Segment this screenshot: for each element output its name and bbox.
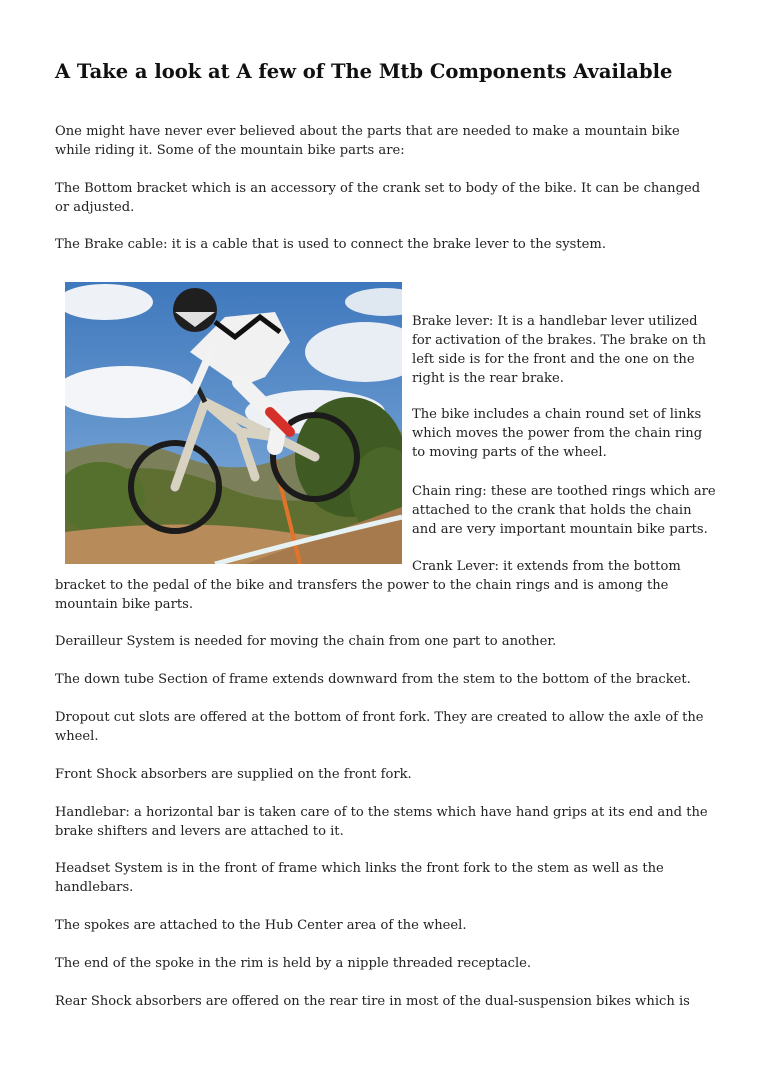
- side-paragraph-chain-ring: Chain ring: these are toothed rings which are attached to the crank that holds the chain and are very important mountain bike parts.: [412, 484, 716, 537]
- body-paragraph: Headset System is in the front of frame which links the front fork to the stem as well as the handlebars.: [55, 861, 664, 895]
- intro-paragraph-1: One might have never ever believed about the parts that are needed to make a mountain bike while riding it. Some of the mountain bike parts are:: [55, 124, 680, 158]
- intro-paragraph-3: The Brake cable: it is a cable that is used to connect the brake lever to the system.: [55, 237, 606, 252]
- body-paragraph: Dropout cut slots are offered at the bottom of front fork. They are created to allow the axle of the wheel.: [55, 710, 704, 744]
- body-paragraph: Rear Shock absorbers are offered on the rear tire in most of the dual-suspension bikes which is: [55, 994, 690, 1009]
- side-paragraph-brake-lever: Brake lever: It is a handlebar lever utilized for activation of the brakes. The brake on th left side is for the front and the one on the right is the rear brake.: [412, 314, 707, 386]
- body-paragraph: Derailleur System is needed for moving the chain from one part to another.: [55, 634, 557, 649]
- mountain-bike-photo: [65, 282, 402, 564]
- body-paragraph: The spokes are attached to the Hub Center area of the wheel.: [55, 918, 467, 933]
- body-paragraph: Handlebar: a horizontal bar is taken care of to the stems which have hand grips at its end and the brake shifters and levers are attached to it.: [55, 805, 708, 839]
- body-paragraph-crank-rest: bracket to the pedal of the bike and transfers the power to the chain rings and is among the mountain bike parts.: [55, 578, 669, 612]
- side-paragraph-chain: The bike includes a chain round set of links which moves the power from the chain ring to moving parts of the wheel.: [412, 407, 703, 460]
- page-title: A Take a look at A few of The Mtb Components Available: [55, 60, 673, 83]
- body-paragraph: Front Shock absorbers are supplied on the front fork.: [55, 767, 412, 782]
- body-paragraph: The end of the spoke in the rim is held by a nipple threaded receptacle.: [55, 956, 532, 971]
- side-paragraph-crank-start: Crank Lever: it extends from the bottom: [412, 559, 681, 574]
- body-paragraph: The down tube Section of frame extends downward from the stem to the bottom of the bracket.: [55, 672, 691, 687]
- intro-paragraph-2: The Bottom bracket which is an accessory of the crank set to body of the bike. It can be changed or adjusted.: [55, 181, 701, 215]
